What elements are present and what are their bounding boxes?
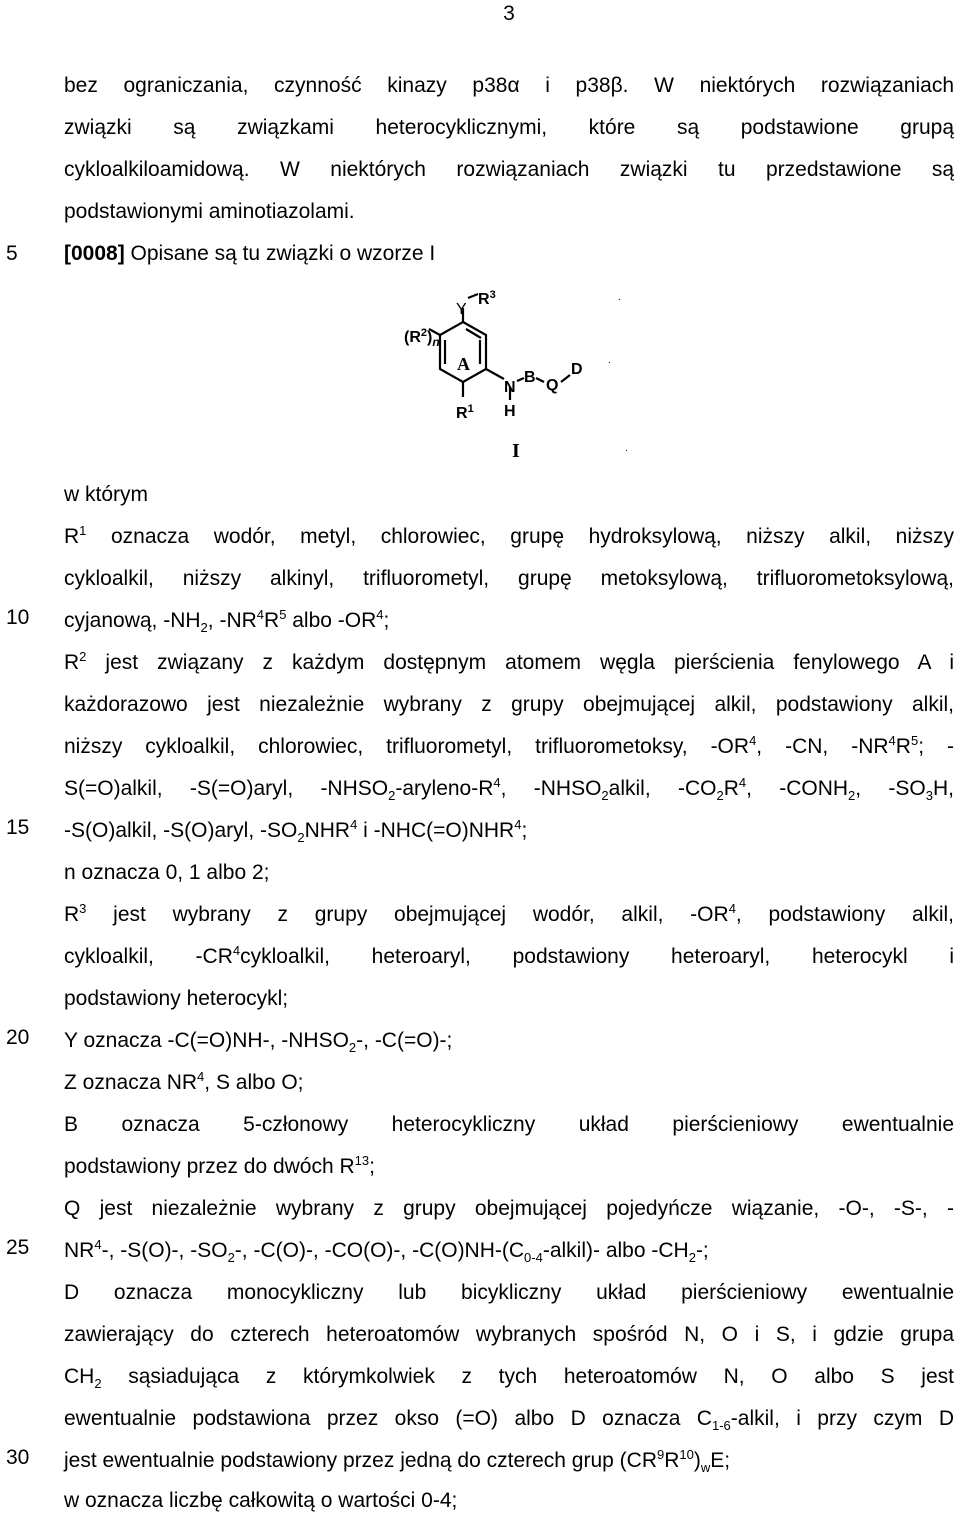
def-y: Y oznacza -C(=O)NH-, $-NHSO_2-$, -C(=O)-; <box>64 1029 453 1056</box>
def-d-line-5: jest ewentualnie podstawiony przez jedną do czterech grup $(CR^9R^{10})_wE$; <box>64 1447 731 1476</box>
def-r2-line-1: $R^2$ jest związany z każdym dostępnym atomem węgla pierścienia fenylowego A i <box>64 649 954 674</box>
ring-label: A <box>457 354 470 374</box>
def-r1-line-1: $R^1$ oznacza wodór, metyl, chlorowiec, grupę hydroksylową, niższy alkil, niższy <box>64 523 954 548</box>
scan-speck: . <box>608 355 611 366</box>
n-atom-label: N <box>504 379 516 396</box>
def-b-line-2: podstawiony przez do dwóch $R^{13}$; <box>64 1153 375 1178</box>
def-r2-line-4: S(=O)alkil, -S(=O)aryl, $-NHSO_2-aryleno-R^4$, $-NHSO_2alkil$, $-CO_2R^4$, $-CONH_2$, $-SO_3H$, <box>64 775 954 804</box>
page-number: 3 <box>503 2 515 25</box>
def-q-line-2: $NR^4-$, -S(O)-, $-SO_2-$, -C(O)-, -CO(O)-, $-C(O)NH-(C_{0-4}-alkil)-$ albo $-CH_2-$; <box>64 1237 709 1266</box>
def-r2-line-5: -S(O)alkil, -S(O)aryl, $-SO_2NHR^4$ i $-NHC(=O)NHR^4$; <box>64 817 528 846</box>
r1-label: $R^1$ <box>456 403 474 422</box>
formula-label: I <box>512 440 520 462</box>
r2-label: $(R^2)_n$ <box>404 327 440 349</box>
def-q-line-1: Q jest niezależnie wybrany z grupy obejmującej pojedyńcze wiązanie, -O-, -S-, - <box>64 1197 954 1220</box>
intro-line-2: związki są związkami heterocyklicznymi, które są podstawione grupą <box>64 116 954 139</box>
intro-line-3: cykloalkiloamidową. W niektórych rozwiązaniach związki tu przedstawione są <box>64 158 954 181</box>
def-r1-line-2: cykloalkil, niższy alkinyl, trifluorometyl, grupę metoksylową, trifluorometoksylową, <box>64 567 954 590</box>
y-label: Y <box>456 301 467 318</box>
w-ktorym: w którym <box>64 483 148 506</box>
def-d-line-1: D oznacza monocykliczny lub bicykliczny układ pierścieniowy ewentualnie <box>64 1281 954 1304</box>
def-r3-line-3: podstawiony heterocykl; <box>64 987 289 1010</box>
def-r1-line-3: cyjanową, $-NH_2$, $-NR^4R^5$ albo $-OR^4$; <box>64 607 390 636</box>
r3-label: $R^3$ <box>478 289 496 308</box>
def-w: w oznacza liczbę całkowitą o wartości 0-4; <box>64 1489 458 1512</box>
paragraph-0008 <box>64 241 435 267</box>
def-r3-line-2: cykloalkil, $-CR^4cykloalkil$, heteroaryl, podstawiony heteroaryl, heterocykl i <box>64 943 955 968</box>
scan-speck: . <box>618 292 621 303</box>
def-d-line-4: ewentualnie podstawiona przez okso (=O) albo D oznacza $C_{1-6}$-alkil, i przy czym D <box>64 1407 954 1434</box>
paragraph-tag: [0008] <box>64 242 125 265</box>
line-number-25: 25 <box>6 1236 30 1259</box>
d-label: D <box>571 361 583 378</box>
def-z: Z oznacza $NR^4$, S albo O; <box>64 1069 304 1094</box>
def-r3-line-1: $R^3$ jest wybrany z grupy obejmującej wodór, alkil, $-OR^4$, podstawiony alkil, <box>64 901 954 926</box>
intro-line-1: bez ograniczania, czynność kinazy p38α i p38β. W niektórych rozwiązaniach <box>64 74 954 97</box>
q-label: Q <box>546 377 559 394</box>
line-number-10: 10 <box>6 606 30 629</box>
formula-structure <box>396 282 616 432</box>
def-n: n oznacza 0, 1 albo 2; <box>64 861 270 884</box>
def-r2-line-3: niższy cykloalkil, chlorowiec, trifluorometyl, trifluorometoksy, $-OR^4$, -CN, $-NR^4R^5$; - <box>64 733 954 758</box>
line-number-20: 20 <box>6 1026 30 1049</box>
def-d-line-3: $CH_2$ sąsiadująca z którymkolwiek z tych heteroatomów N, O albo S jest <box>64 1365 954 1392</box>
line-number-15: 15 <box>6 816 30 839</box>
line-number-30: 30 <box>6 1446 30 1469</box>
b-label: B <box>524 369 536 386</box>
def-d-line-2: zawierający do czterech heteroatomów wybranych spośród N, O i S, i gdzie grupa <box>64 1323 954 1346</box>
intro-line-4: podstawionymi aminotiazolami. <box>64 200 355 223</box>
paragraph-text: Opisane są tu związki o wzorze I <box>124 242 436 265</box>
def-r2-line-2: każdorazowo jest niezależnie wybrany z grupy obejmującej alkil, podstawiony alkil, <box>64 693 954 716</box>
scan-speck: . <box>625 443 628 454</box>
def-b-line-1: B oznacza 5-członowy heterocykliczny układ pierścieniowy ewentualnie <box>64 1113 954 1136</box>
line-number-5: 5 <box>6 242 18 265</box>
h-atom-label: H <box>504 403 516 420</box>
